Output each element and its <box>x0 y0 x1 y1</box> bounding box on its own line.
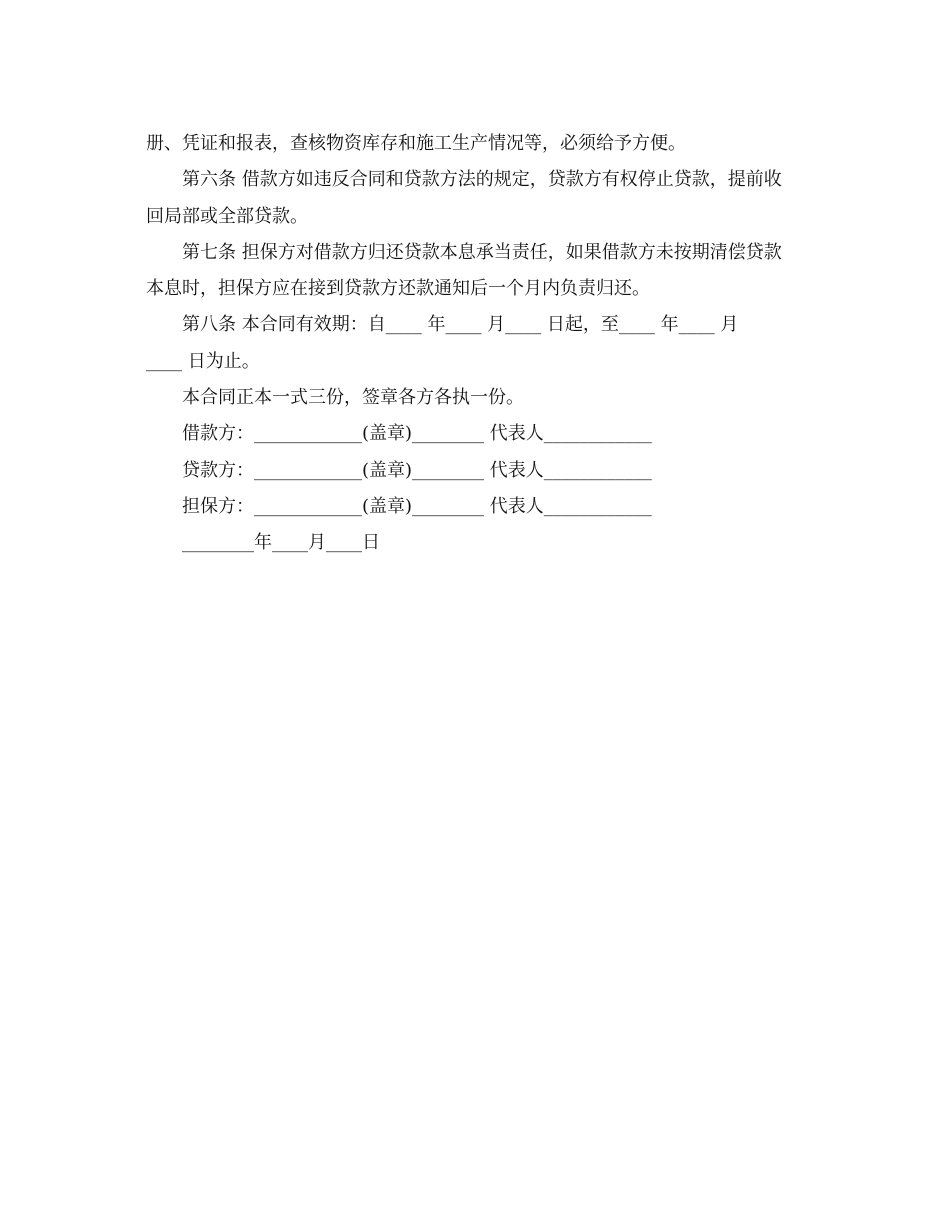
paragraph-continued <box>146 126 806 162</box>
signature-block <box>146 416 806 561</box>
signature-date-line: ________年____月____日 <box>182 532 380 554</box>
text-line: 本息时，担保方应在接到贷款方还款通知后一个月内负责归还。 <box>146 278 650 300</box>
article-eight <box>146 307 806 380</box>
text-line: 册、凭证和报表，查核物资库存和施工生产情况等，必须给予方便。 <box>146 133 686 154</box>
text-line: 回局部或全部贷款。 <box>146 205 308 227</box>
article-seven <box>146 235 806 308</box>
text-line: 第七条 担保方对借款方归还贷款本息承当责任，如果借款方未按期清偿贷款 <box>182 241 782 263</box>
text-line: 第六条 借款方如违反合同和贷款方法的规定，贷款方有权停止贷款，提前收 <box>182 169 782 191</box>
copies-clause <box>146 380 806 416</box>
text-line: 第八条 本合同有效期：自____ 年____ 月____ 日起，至____ 年____ 月 <box>182 314 739 336</box>
guarantor-signature-line: 担保方：____________(盖章)________ 代表人____________ <box>182 495 652 517</box>
document-body <box>146 126 806 562</box>
text-line: ____ 日为止。 <box>146 350 260 372</box>
lender-signature-line: 贷款方：____________(盖章)________ 代表人____________ <box>182 459 652 481</box>
article-six <box>146 162 806 235</box>
borrower-signature-line: 借款方：____________(盖章)________ 代表人____________ <box>182 423 652 445</box>
text-line: 本合同正本一式三份，签章各方各执一份。 <box>182 387 524 409</box>
